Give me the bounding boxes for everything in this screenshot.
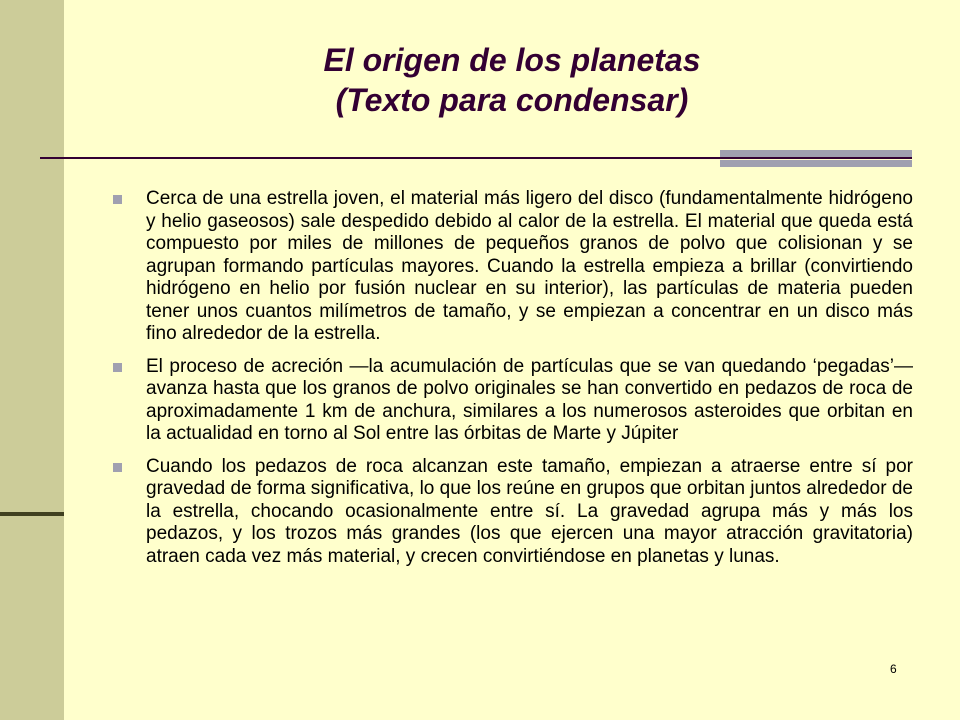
square-bullet-icon — [113, 363, 122, 372]
bullet-item — [113, 456, 913, 569]
title-line-2: (Texto para condensar) — [335, 82, 689, 118]
bullet-text: Cerca de una estrella joven, el material más ligero del disco (fundamentalmente hidrógeno y helio gaseosos) sale despedido debido al calor de la estrella. El material que queda está compuesto por miles de millones de pequeños granos de polvo que colisionan y se agrupan formando partículas mayores. Cuando la estrella empieza a brillar (convirtiendo hidrógeno en helio por fusión nuclear en su interior), las partículas de materia pueden tener unos cuantos milímetros de tamaño, y se empiezan a concentrar en un disco más fino alrededor de la estrella. — [146, 188, 913, 344]
square-bullet-icon — [113, 195, 122, 204]
bullet-item — [113, 356, 913, 446]
decorative-bar — [720, 150, 912, 167]
square-bullet-icon — [113, 463, 122, 472]
bullet-text: El proceso de acreción —la acumulación de partículas que se van quedando ‘pegadas’— avanza hasta que los granos de polvo originales se han convertido en pedazos de roca de aproximadamente 1 km de anchura, similares a los numerosos asteroides que orbitan en la actualidad en torno al Sol entre las órbitas de Marte y Júpiter — [146, 355, 913, 444]
slide-title — [64, 40, 960, 120]
left-band-divider — [0, 512, 64, 516]
bullet-item — [113, 188, 913, 346]
title-line-1: El origen de los planetas — [323, 42, 701, 78]
page-number: 6 — [890, 662, 897, 676]
left-decorative-band — [0, 0, 64, 720]
bullet-text: Cuando los pedazos de roca alcanzan este tamaño, empiezan a atraerse entre sí por gravedad de forma significativa, lo que los reúne en grupos que orbitan juntos alrededor de la estrella, chocando ocasionalmente entre sí. La gravedad agrupa más y más los pedazos, y los trozos más grandes (los que ejercen una mayor atracción gravitatoria) atraen cada vez más material, y crecen convirtiéndose en planetas y lunas. — [146, 455, 913, 567]
bullet-list — [113, 188, 913, 578]
